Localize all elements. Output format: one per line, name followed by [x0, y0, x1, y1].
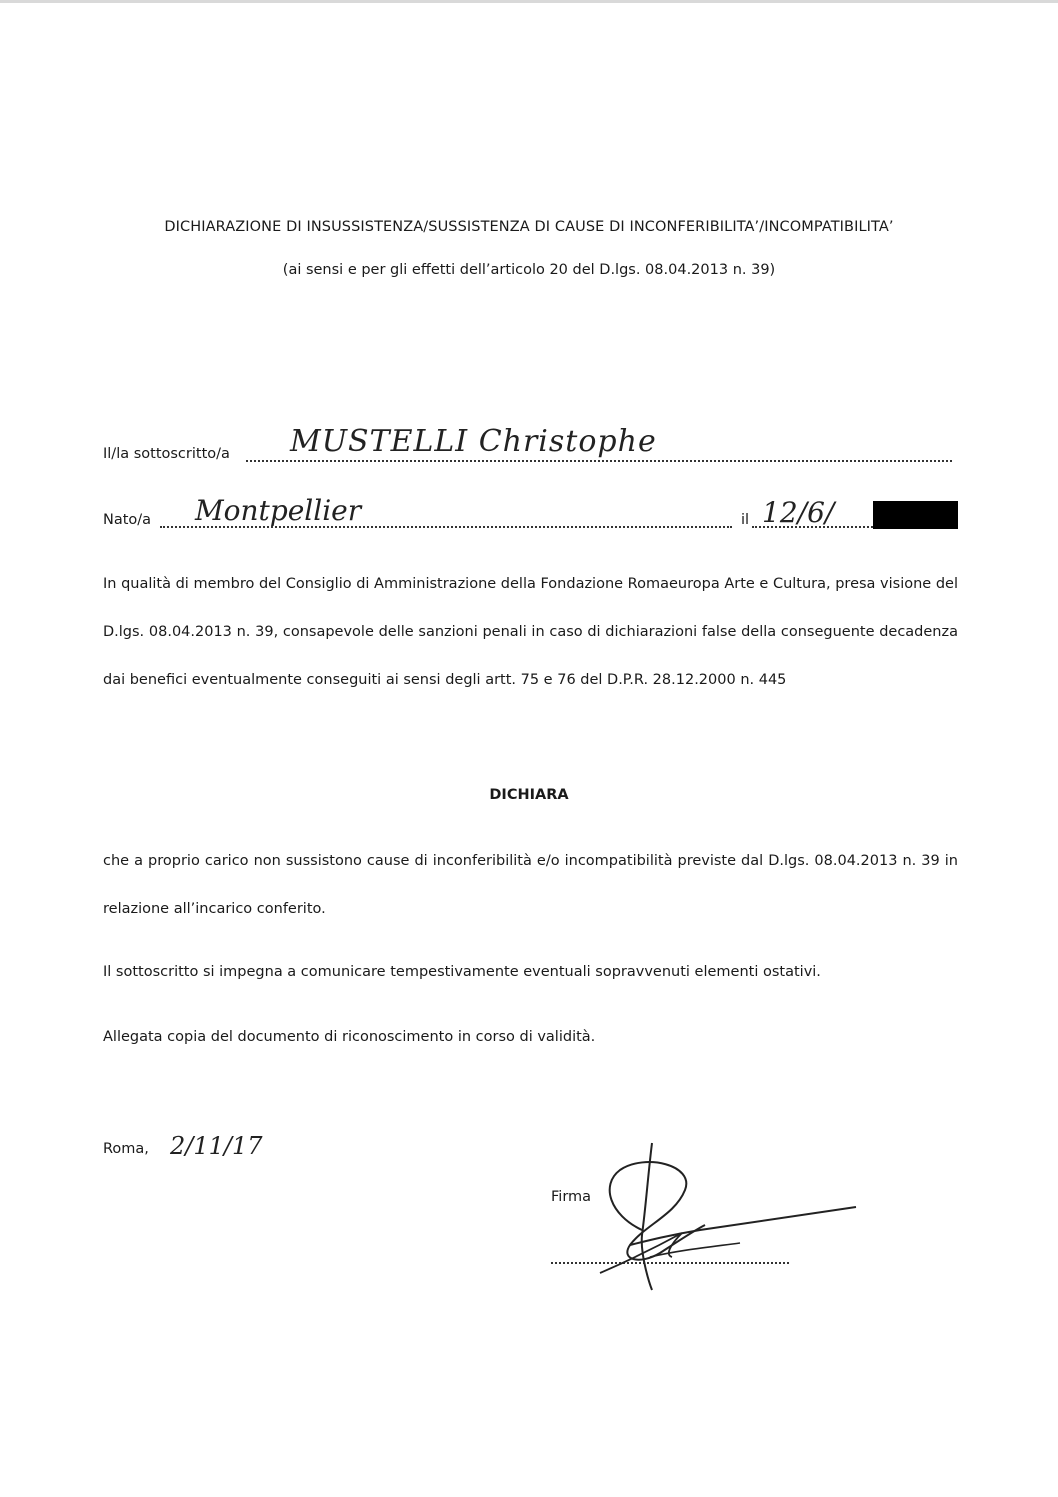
handwritten-signature [590, 1135, 870, 1295]
document-title: DICHIARAZIONE DI INSUSSISTENZA/SUSSISTENZA DI CAUSE DI INCONFERIBILITA’/INCOMPATIBILITA’ [164, 219, 894, 235]
scan-edge [0, 0, 1058, 3]
il-label: il [741, 512, 750, 528]
date-handwritten-value: 2/11/17 [170, 1132, 263, 1160]
commitment-line: Il sottoscritto si impegna a comunicare tempestivamente eventuali sopravvenuti elementi ostativi. [103, 964, 821, 980]
nato-handwritten-value: Montpellier [195, 494, 362, 527]
signature-label: Firma [551, 1189, 592, 1205]
intro-paragraph: In qualità di membro del Consiglio di Amministrazione della Fondazione Romaeuropa Arte e Cultura, presa visione del D.lgs. 08.04.2013 n. 39, consapevole delle sanzioni penali in caso di dichiarazioni false della conseguente decadenza dai benefici eventualmente conseguiti ai sensi degli artt. 75 e 76 del D.P.R. 28.12.2000 n. 445 [103, 576, 958, 688]
document-subtitle: (ai sensi e per gli effetti dell’articolo 20 del D.lgs. 08.04.2013 n. 39) [282, 262, 776, 278]
place-label: Roma, [103, 1141, 149, 1157]
il-handwritten-value: 12/6/ [762, 496, 835, 529]
redaction-bar [873, 501, 958, 529]
sottoscritto-label: Il/la sottoscritto/a [103, 446, 230, 462]
attachment-line: Allegata copia del documento di riconoscimento in corso di validità. [103, 1029, 596, 1045]
dichiara-heading: DICHIARA [489, 787, 569, 803]
sottoscritto-dotted-line [246, 460, 952, 462]
nato-label: Nato/a [103, 512, 152, 528]
sottoscritto-handwritten-value: MUSTELLI Christophe [290, 424, 657, 459]
declaration-paragraph: che a proprio carico non sussistono cause di inconferibilità e/o incompatibilità previste dal D.lgs. 08.04.2013 n. 39 in relazione all’incarico conferito. [103, 853, 958, 917]
